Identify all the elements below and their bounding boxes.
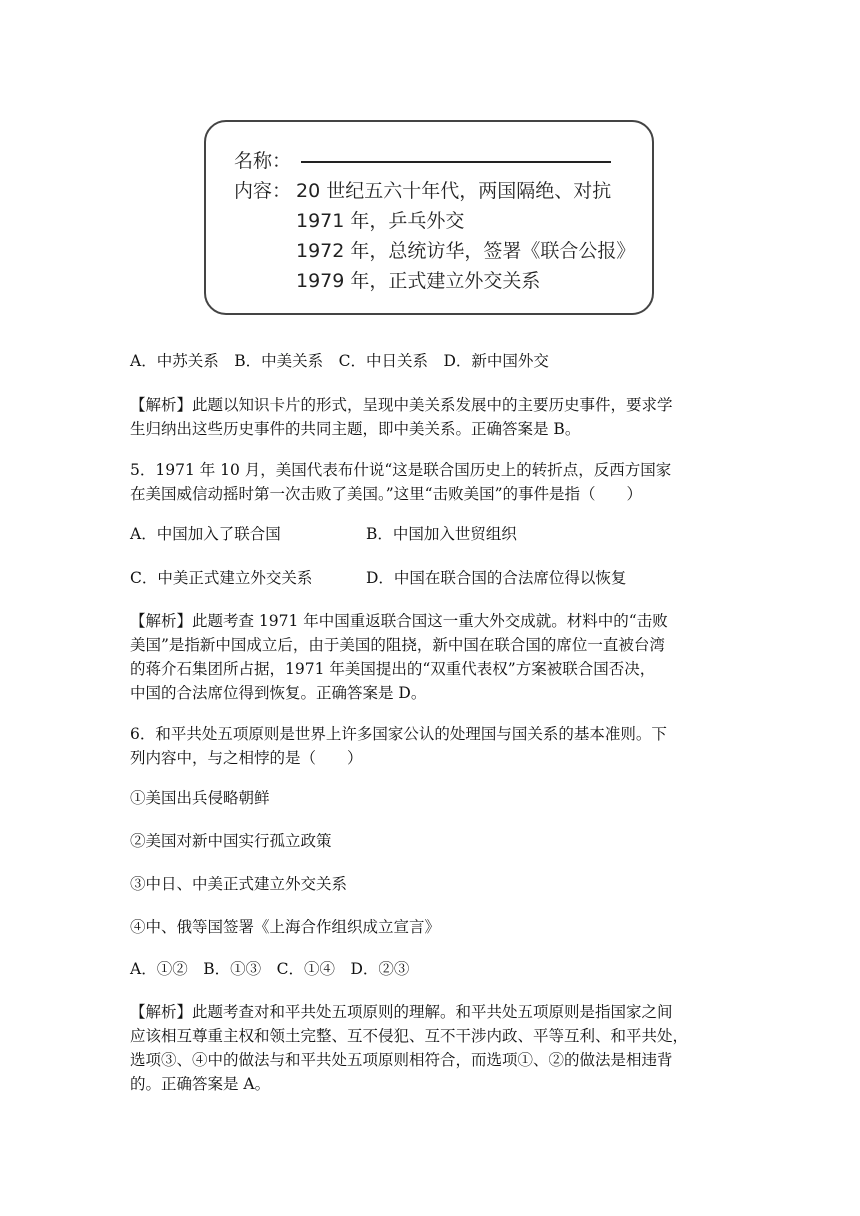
card-line: 1972 年，总统访华，签署《联合公报》 (296, 240, 636, 262)
q5-analysis-line: 美国”是指新中国成立后，由于美国的阻挠，新中国在联合国的席位一直被台湾 (130, 636, 665, 654)
q6-analysis-line: 应该相互尊重主权和领土完整、互不侵犯、互不干涉内政、平等互利、和平共处， (130, 1027, 689, 1045)
q6-stem-line: 6．和平共处五项原则是世界上许多国家公认的处理国与国关系的基本准则。下 (130, 725, 667, 743)
q5-option-c: C．中美正式建立外交关系 (130, 569, 313, 587)
card-line: 1971 年，乒乓外交 (296, 210, 465, 232)
q6-item: ①美国出兵侵略朝鲜 (130, 789, 270, 807)
q5-stem-line: 在美国威信动摇时第一次击败了美国。”这里“击败美国”的事件是指（ ） (130, 485, 643, 503)
q5-analysis-line: 【解析】此题考查 1971 年中国重返联合国这一重大外交成就。材料中的“击败 (130, 612, 668, 630)
q6-options: A．①② B．①③ C．①④ D．②③ (130, 960, 410, 978)
q6-analysis-line: 选项③、④中的做法与和平共处五项原则相符合，而选项①、②的做法是相违背 (130, 1051, 673, 1069)
q4-analysis-line: 【解析】此题以知识卡片的形式，呈现中美关系发展中的主要历史事件，要求学 (130, 396, 673, 414)
q6-item: ③中日、中美正式建立外交关系 (130, 875, 348, 893)
q6-analysis-line: 的。正确答案是 A。 (130, 1075, 271, 1093)
q5-option-a: A．中国加入了联合国 (130, 525, 281, 543)
card-name-blank (301, 161, 611, 163)
q6-stem-line: 列内容中，与之相悖的是（ ） (130, 749, 363, 767)
q5-analysis-line: 的蒋介石集团所占据，1971 年美国提出的“双重代表权”方案被联合国否决， (130, 660, 656, 678)
card-line: 20 世纪五六十年代，两国隔绝、对抗 (296, 180, 612, 202)
q6-analysis-line: 【解析】此题考查对和平共处五项原则的理解。和平共处五项原则是指国家之间 (130, 1003, 673, 1021)
q6-item: ④中、俄等国签署《上海合作组织成立宣言》 (130, 918, 441, 936)
card-content-label: 内容： (234, 180, 292, 202)
card-name-label: 名称： (234, 150, 292, 172)
q5-option-d: D．中国在联合国的合法席位得以恢复 (366, 569, 627, 587)
q4-analysis-line: 生归纳出这些历史事件的共同主题，即中美关系。正确答案是 B。 (130, 420, 581, 438)
q4-options: A．中苏关系 B．中美关系 C．中日关系 D．新中国外交 (130, 352, 549, 370)
q5-option-b: B．中国加入世贸组织 (366, 525, 517, 543)
card-line: 1979 年，正式建立外交关系 (296, 270, 541, 292)
knowledge-card (204, 120, 654, 315)
q5-analysis-line: 中国的合法席位得到恢复。正确答案是 D。 (130, 684, 427, 702)
q5-stem-line: 5．1971 年 10 月，美国代表布什说“这是联合国历史上的转折点，反西方国家 (130, 461, 672, 479)
q6-item: ②美国对新中国实行孤立政策 (130, 832, 332, 850)
